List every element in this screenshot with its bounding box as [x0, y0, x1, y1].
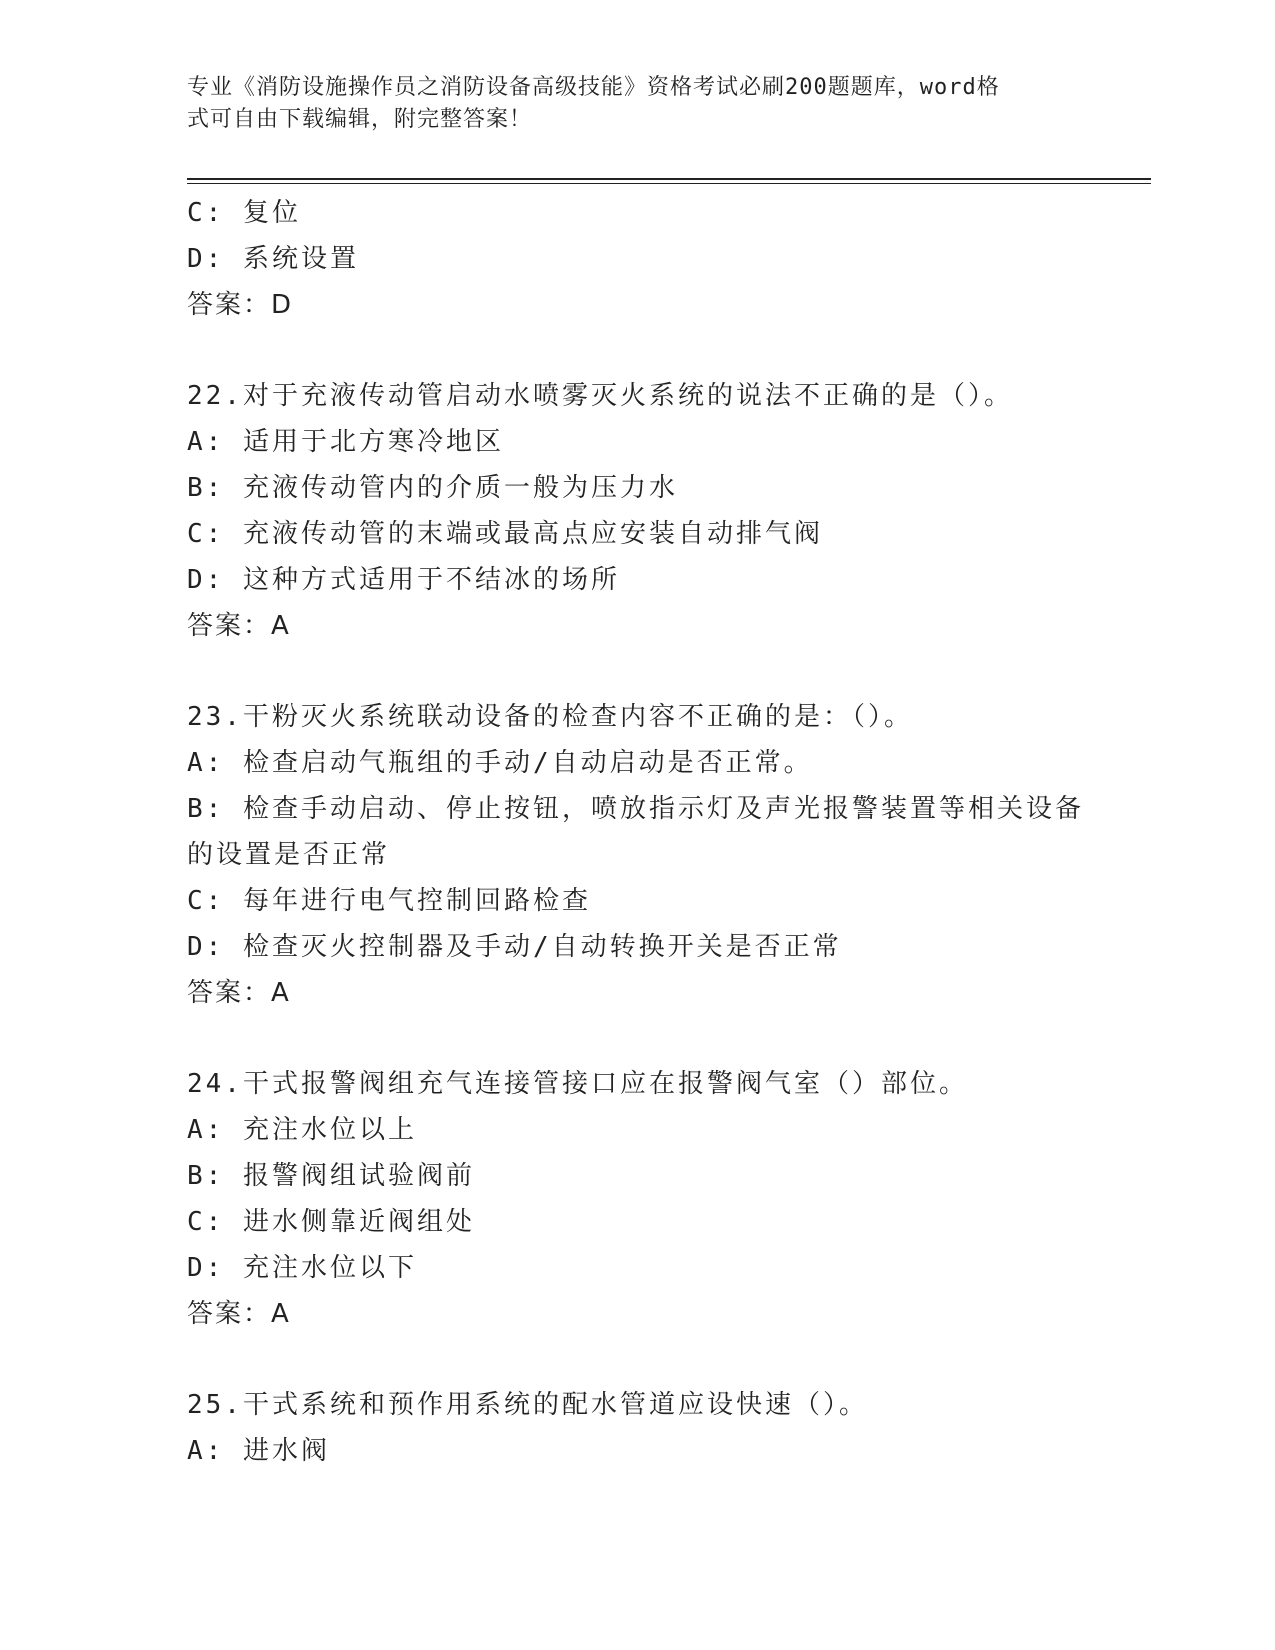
- option-d: D: 检查灭火控制器及手动/自动转换开关是否正常: [187, 932, 842, 962]
- question-text: 23.干粉灭火系统联动设备的检查内容不正确的是：（）。: [187, 702, 913, 732]
- option-d: D: 系统设置: [187, 244, 359, 274]
- question-block-24: [187, 1061, 1087, 1337]
- option-a: A: 检查启动气瓶组的手动/自动启动是否正常。: [187, 748, 813, 778]
- option-b: B: 报警阀组试验阀前: [187, 1161, 475, 1191]
- question-block-22: [187, 373, 1087, 649]
- option-d: D: 这种方式适用于不结冰的场所: [187, 565, 620, 595]
- question-block-23: [187, 694, 1087, 1016]
- option-b: B: 充液传动管内的介质一般为压力水: [187, 473, 678, 503]
- option-b-continued: 的设置是否正常: [187, 840, 391, 870]
- option-a: A: 充注水位以上: [187, 1115, 417, 1145]
- answer-line: 答案：A: [187, 978, 291, 1008]
- document-header: [187, 72, 1067, 136]
- option-c: C: 进水侧靠近阀组处: [187, 1207, 475, 1237]
- header-line-1: 专业《消防设施操作员之消防设备高级技能》资格考试必刷200题题库，word格: [187, 75, 1000, 100]
- question-text: 24.干式报警阀组充气连接管接口应在报警阀气室（）部位。: [187, 1069, 968, 1099]
- answer-line: 答案：A: [187, 611, 291, 641]
- answer-line: 答案：A: [187, 1299, 291, 1329]
- header-rule-thin: [187, 183, 1151, 184]
- option-a: A: 进水阀: [187, 1436, 330, 1466]
- header-rule-thick: [187, 178, 1151, 180]
- question-block-21: [187, 190, 1087, 328]
- header-line-2: 式可自由下载编辑，附完整答案！: [187, 107, 533, 132]
- question-text: 22.对于充液传动管启动水喷雾灭火系统的说法不正确的是（）。: [187, 381, 1013, 411]
- option-a: A: 适用于北方寒冷地区: [187, 427, 504, 457]
- answer-line: 答案：D: [187, 290, 294, 320]
- question-list: [187, 190, 1087, 1474]
- option-c: C: 每年进行电气控制回路检查: [187, 886, 591, 916]
- question-block-25: [187, 1382, 1087, 1474]
- option-b: B: 检查手动启动、停止按钮，喷放指示灯及声光报警装置等相关设备: [187, 794, 1084, 824]
- option-d: D: 充注水位以下: [187, 1253, 417, 1283]
- question-text: 25.干式系统和预作用系统的配水管道应设快速（）。: [187, 1390, 868, 1420]
- option-c: C: 复位: [187, 198, 301, 228]
- option-c: C: 充液传动管的末端或最高点应安装自动排气阀: [187, 519, 823, 549]
